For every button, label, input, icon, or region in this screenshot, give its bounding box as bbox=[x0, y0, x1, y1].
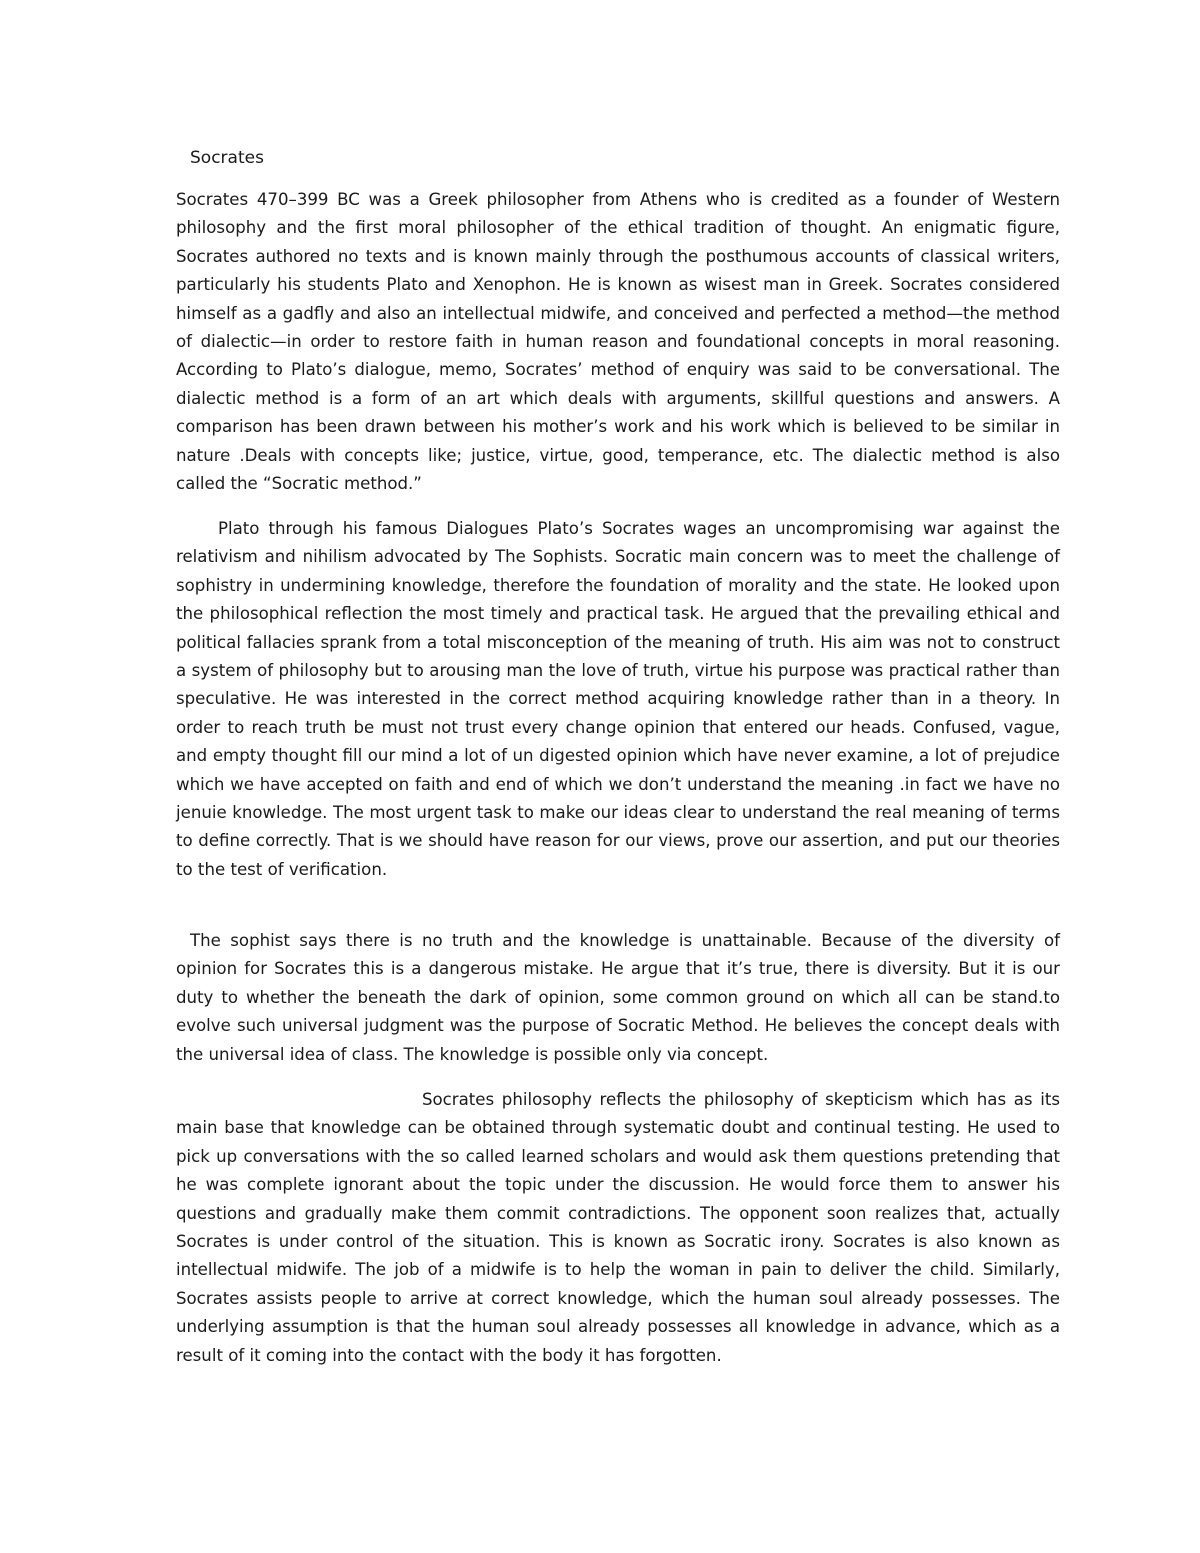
document-title: Socrates bbox=[190, 148, 264, 168]
paragraph-intro: Socrates 470–399 BC was a Greek philosopher from Athens who is credited as a founder of Western philosophy and the first moral philosopher of the ethical tradition of thought. An enigmatic figure, Socrates authored no texts and is known mainly through the posthumous accounts of classical writers, particularly his students Plato and Xenophon. He is known as wisest man in Greek. Socrates considered himself as a gadfly and also an intellectual midwife, and conceived and perfected a method—the method of dialectic—in order to restore faith in human reason and foundational concepts in moral reasoning. According to Plato’s dialogue, memo, Socrates’ method of enquiry was said to be conversational. The dialectic method is a form of an art which deals with arguments, skillful questions and answers. A comparison has been drawn between his mother’s work and his work which is believed to be similar in nature .Deals with concepts like; justice, virtue, good, temperance, etc. The dialectic method is also called the “Socratic method.” bbox=[176, 190, 1060, 494]
paragraph-sophists: The sophist says there is no truth and the knowledge is unattainable. Because of the diversity of opinion for Socrates this is a dangerous mistake. He argue that it’s true, there is diversity. But it is our duty to whether the beneath the dark of opinion, some common ground on which all can be stand.to evolve such universal judgment was the purpose of Socratic Method. He believes the concept deals with the universal idea of class. The knowledge is possible only via concept. bbox=[176, 931, 1060, 1064]
paragraph-plato-dialogues: Plato through his famous Dialogues Plato’s Socrates wages an uncompromising war against the relativism and nihilism advocated by The Sophists. Socratic main concern was to meet the challenge of sophistry in undermining knowledge, therefore the foundation of morality and the state. He looked upon the philosophical reflection the most timely and practical task. He argued that the prevailing ethical and political fallacies sprank from a total misconception of the meaning of truth. His aim was not to construct a system of philosophy but to arousing man the love of truth, virtue his purpose was practical rather than speculative. He was interested in the correct method acquiring knowledge rather than in a theory. In order to reach truth be must not trust every change opinion that entered our heads. Confused, vague, and empty thought fill our mind a lot of un digested opinion which have never examine, a lot of prejudice which we have accepted on faith and end of which we don’t understand the meaning .in fact we have no jenuie knowledge. The most urgent task to make our ideas clear to understand the real meaning of terms to define correctly. That is we should have reason for our views, prove our assertion, and put our theories to the test of verification. bbox=[176, 519, 1060, 879]
paragraph-skepticism: Socrates philosophy reflects the philosophy of skepticism which has as its main base that knowledge can be obtained through systematic doubt and continual testing. He used to pick up conversations with the so called learned scholars and would ask them questions pretending that he was complete ignorant about the topic under the discussion. He would force them to answer his questions and gradually make them commit contradictions. The opponent soon realizes that, actually Socrates is under control of the situation. This is known as Socratic irony. Socrates is also known as intellectual midwife. The job of a midwife is to help the woman in pain to deliver the child. Similarly, Socrates assists people to arrive at correct knowledge, which the human soul already possesses. The underlying assumption is that the human soul already possesses all knowledge in advance, which as a result of it coming into the contact with the body it has forgotten. bbox=[176, 1090, 1060, 1365]
